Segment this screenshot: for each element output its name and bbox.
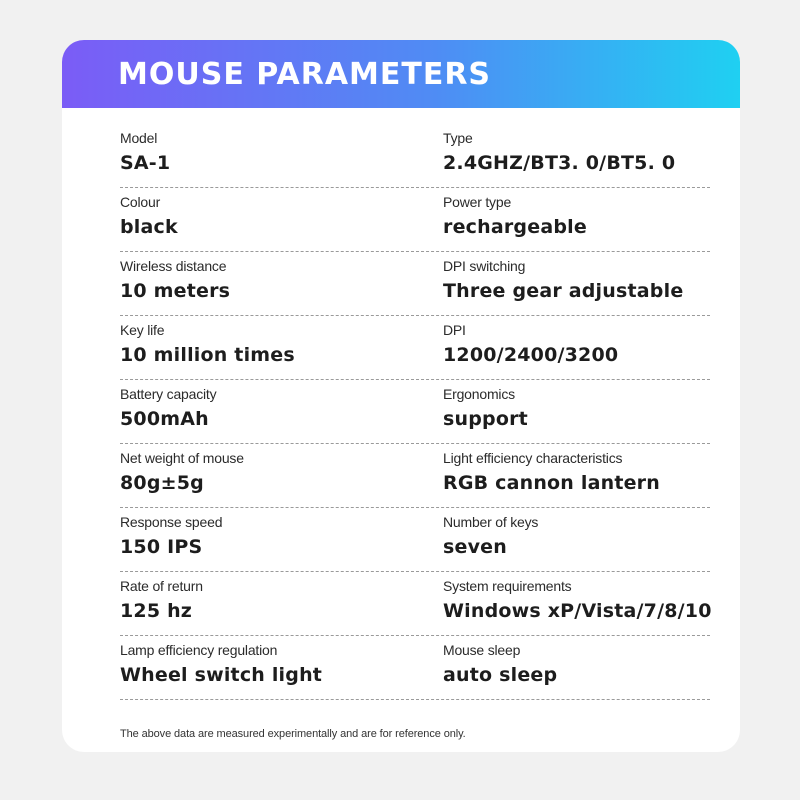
parameter-cell: [120, 124, 443, 187]
parameter-value: SA-1: [120, 152, 171, 174]
parameter-cell: [443, 124, 710, 187]
parameter-cell: [443, 572, 710, 635]
parameter-label: Ergonomics: [443, 386, 515, 402]
parameter-cell: [443, 636, 710, 699]
parameter-row: [120, 508, 710, 572]
parameter-row: [120, 124, 710, 188]
parameter-label: Battery capacity: [120, 386, 217, 402]
parameter-label: Lamp efficiency regulation: [120, 642, 278, 658]
parameter-row: [120, 572, 710, 636]
parameter-value: 10 meters: [120, 280, 231, 302]
parameter-label: Type: [443, 130, 473, 146]
parameter-value: 2.4GHZ/BT3. 0/BT5. 0: [443, 152, 676, 174]
parameter-value: auto sleep: [443, 664, 558, 686]
parameter-label: Mouse sleep: [443, 642, 521, 658]
parameter-cell: [120, 572, 443, 635]
parameter-label: Light efficiency characteristics: [443, 450, 623, 466]
parameter-label: Number of keys: [443, 514, 539, 530]
parameter-label: Net weight of mouse: [120, 450, 244, 466]
parameter-label: Model: [120, 130, 158, 146]
parameter-row: [120, 636, 710, 700]
parameter-cell: [443, 316, 710, 379]
parameter-value: 150 IPS: [120, 536, 203, 558]
parameter-label: Key life: [120, 322, 165, 338]
parameter-label: DPI: [443, 322, 466, 338]
parameter-cell: [443, 252, 710, 315]
parameter-value: black: [120, 216, 178, 238]
parameter-cell: [120, 508, 443, 571]
parameter-cell: [120, 252, 443, 315]
parameters-card: [62, 40, 740, 752]
parameter-label: System requirements: [443, 578, 572, 594]
parameter-label: Response speed: [120, 514, 223, 530]
parameter-value: seven: [443, 536, 507, 558]
parameter-value: Wheel switch light: [120, 664, 323, 686]
parameter-cell: [443, 444, 710, 507]
parameter-value: 1200/2400/3200: [443, 344, 619, 366]
parameter-value: 10 million times: [120, 344, 295, 366]
parameter-row: [120, 316, 710, 380]
parameter-cell: [120, 316, 443, 379]
disclaimer-footnote: The above data are measured experimentally and are for reference only.: [120, 728, 466, 740]
page-title: MOUSE PARAMETERS: [118, 56, 492, 92]
parameter-value: 80g±5g: [120, 472, 204, 494]
parameter-row: [120, 188, 710, 252]
parameter-cell: [443, 508, 710, 571]
parameter-label: Rate of return: [120, 578, 203, 594]
parameter-row: [120, 444, 710, 508]
parameter-table: [120, 124, 710, 700]
header-banner: [62, 40, 740, 108]
parameter-row: [120, 380, 710, 444]
parameter-row: [120, 252, 710, 316]
parameter-value: support: [443, 408, 528, 430]
parameter-label: DPI switching: [443, 258, 526, 274]
parameter-value: 125 hz: [120, 600, 193, 622]
parameter-value: Three gear adjustable: [443, 280, 684, 302]
parameter-value: rechargeable: [443, 216, 587, 238]
parameter-cell: [443, 188, 710, 251]
parameter-value: RGB cannon lantern: [443, 472, 660, 494]
parameter-value: 500mAh: [120, 408, 209, 430]
parameter-cell: [120, 444, 443, 507]
parameter-label: Wireless distance: [120, 258, 227, 274]
parameter-label: Power type: [443, 194, 512, 210]
parameter-cell: [120, 380, 443, 443]
parameter-label: Colour: [120, 194, 161, 210]
parameter-cell: [120, 188, 443, 251]
parameter-value: Windows xP/Vista/7/8/10: [443, 600, 712, 622]
parameter-cell: [120, 636, 443, 699]
parameter-cell: [443, 380, 710, 443]
